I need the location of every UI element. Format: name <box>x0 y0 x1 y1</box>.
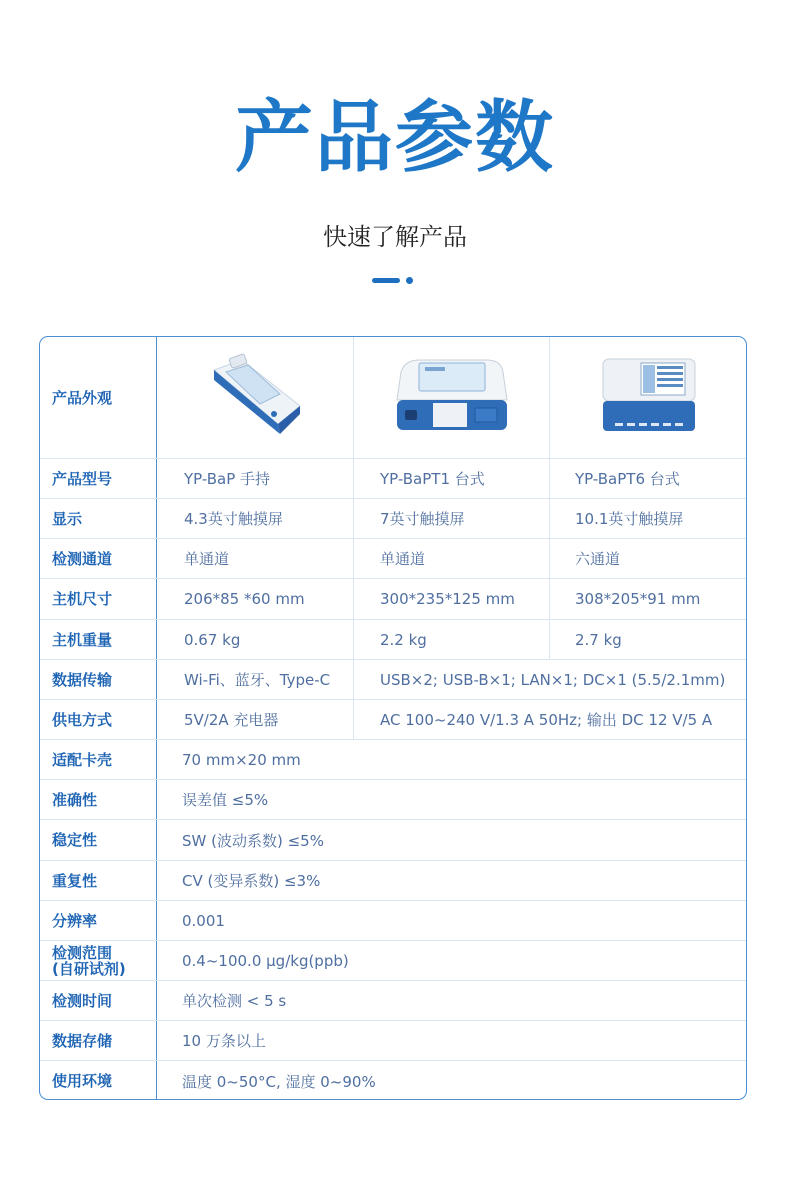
decoration-bar <box>372 278 400 283</box>
cell-value: 10.1英寸触摸屏 <box>549 499 747 538</box>
cell-value: 4.3英寸触摸屏 <box>184 510 283 528</box>
decoration-dot <box>406 277 413 284</box>
cell-value: Wi-Fi、蓝牙、Type-C <box>184 671 331 689</box>
page-title: 产品参数 <box>234 92 555 183</box>
table-row-channels <box>40 538 747 578</box>
cell-value: 7英寸触摸屏 <box>353 499 549 538</box>
row-label: 准确性 <box>40 780 157 819</box>
row-label: 稳定性 <box>40 820 157 860</box>
table-row-stability <box>40 819 747 860</box>
table-row-accuracy <box>40 779 747 819</box>
row-label: 检测范围 (自研试剂) <box>40 941 157 980</box>
row-label: 分辨率 <box>40 901 157 940</box>
product-image-six-channel <box>549 337 747 458</box>
table-row-size <box>40 578 747 619</box>
table-row-detection-range <box>40 940 747 980</box>
row-label: 主机尺寸 <box>40 579 157 619</box>
spec-table <box>39 336 747 1100</box>
handheld-device-icon <box>200 348 310 448</box>
cell-value: USB×2; USB-B×1; LAN×1; DC×1 (5.5/2.1mm) <box>353 660 747 699</box>
cell-value: SW (波动系数) ≤5% <box>182 831 324 850</box>
cell-value: 2.2 kg <box>353 620 549 659</box>
title-decoration <box>372 277 416 284</box>
product-image-handheld <box>157 337 353 458</box>
table-row-environment <box>40 1060 747 1100</box>
cell-value: CV (变异系数) ≤3% <box>182 872 321 890</box>
table-row-data-transfer <box>40 659 747 699</box>
row-label: 产品型号 <box>40 459 157 498</box>
row-label: 检测时间 <box>40 981 157 1020</box>
table-row-storage <box>40 1020 747 1060</box>
row-label: 供电方式 <box>40 700 157 739</box>
cell-value: 5V/2A 充电器 <box>184 711 279 729</box>
six-channel-device-icon <box>589 353 709 443</box>
cell-value: 误差值 ≤5% <box>182 791 269 809</box>
row-label: 使用环境 <box>40 1061 157 1100</box>
cell-value: 10 万条以上 <box>182 1032 266 1050</box>
product-image-desktop <box>353 337 549 458</box>
table-row-detection-time <box>40 980 747 1020</box>
row-label: 数据传输 <box>40 660 157 699</box>
table-row-appearance <box>40 337 747 458</box>
cell-value: AC 100~240 V/1.3 A 50Hz; 输出 DC 12 V/5 A <box>353 700 747 739</box>
table-row-repeatability <box>40 860 747 900</box>
cell-value: YP-BaP 手持 <box>184 470 271 488</box>
row-label: 主机重量 <box>40 620 157 659</box>
row-label: 检测通道 <box>40 539 157 578</box>
cell-value: 温度 0~50°C, 湿度 0~90% <box>182 1072 376 1091</box>
cell-value: 308*205*91 mm <box>549 579 747 619</box>
table-row-resolution <box>40 900 747 940</box>
table-row-model <box>40 458 747 498</box>
table-row-display <box>40 498 747 538</box>
cell-value: 70 mm×20 mm <box>182 750 301 769</box>
cell-value: 0.001 <box>182 911 225 930</box>
row-label: 重复性 <box>40 861 157 900</box>
table-row-weight <box>40 619 747 659</box>
row-label: 适配卡壳 <box>40 740 157 779</box>
cell-value: 0.4~100.0 μg/kg(ppb) <box>182 951 349 970</box>
cell-value: 300*235*125 mm <box>353 579 549 619</box>
cell-value: YP-BaPT6 台式 <box>549 459 747 498</box>
table-row-card-shell <box>40 739 747 779</box>
page-subtitle: 快速了解产品 <box>323 223 467 251</box>
cell-value: 单通道 <box>184 550 230 568</box>
table-row-power <box>40 699 747 739</box>
row-label: 产品外观 <box>40 337 157 458</box>
row-label: 显示 <box>40 499 157 538</box>
cell-value: 单通道 <box>353 539 549 578</box>
cell-value: 单次检测 < 5 s <box>182 992 287 1010</box>
cell-value: YP-BaPT1 台式 <box>353 459 549 498</box>
cell-value: 0.67 kg <box>184 630 241 649</box>
desktop-device-icon <box>387 350 517 446</box>
cell-value: 206*85 *60 mm <box>184 590 305 608</box>
row-label: 数据存储 <box>40 1021 157 1060</box>
cell-value: 2.7 kg <box>549 620 747 659</box>
cell-value: 六通道 <box>549 539 747 578</box>
